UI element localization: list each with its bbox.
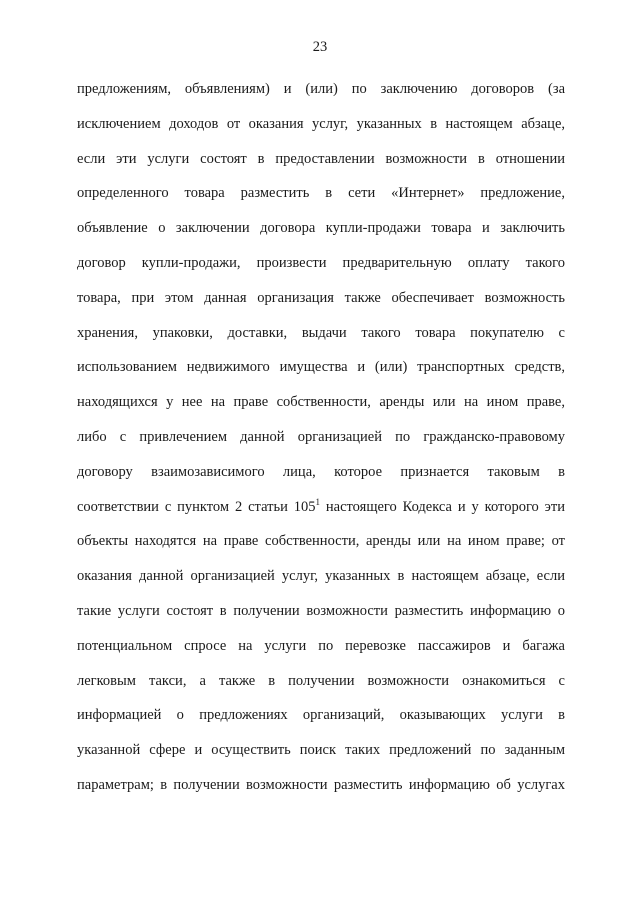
text-line: находящихся у нее на праве собственности, аренды или на ином праве, <box>77 394 565 411</box>
text-line: если эти услуги состоят в предоставлении возможности в отношении <box>77 150 565 167</box>
text-line: объекты находятся на праве собственности, аренды или на ином праве; от <box>77 533 565 550</box>
text-line: потенциальном спросе на услуги по перевозке пассажиров и багажа <box>77 637 565 654</box>
text-line: товара, при этом данная организация также обеспечивает возможность <box>77 289 565 306</box>
text-line: легковым такси, а также в получении возможности ознакомиться с <box>77 672 565 689</box>
text-line: договору взаимозависимого лица, которое признается таковым в <box>77 463 565 480</box>
text-line: оказания данной организацией услуг, указанных в настоящем абзаце, если <box>77 568 565 585</box>
body-text <box>77 72 565 803</box>
text-segment: настоящего Кодекса и у которого эти <box>320 498 565 515</box>
text-line: либо с привлечением данной организацией по гражданско-правовому <box>77 428 565 445</box>
text-segment: соответствии с пунктом 2 статьи 105 <box>77 498 316 515</box>
text-line: использованием недвижимого имущества и (или) транспортных средств, <box>77 359 565 376</box>
text-line: договор купли-продажи, произвести предварительную оплату такого <box>77 254 565 271</box>
text-line: информацией о предложениях организаций, оказывающих услуги в <box>77 707 565 724</box>
superscript-index: 1 <box>315 496 320 507</box>
text-line: хранения, упаковки, доставки, выдачи такого товара покупателю с <box>77 324 565 341</box>
text-line: определенного товара разместить в сети «Интернет» предложение, <box>77 185 565 202</box>
text-line: параметрам; в получении возможности разместить информацию об услугах <box>77 776 565 793</box>
page-number: 23 <box>312 39 328 55</box>
text-line: предложениям, объявлениям) и (или) по заключению договоров (за <box>77 81 565 97</box>
text-line: указанной сфере и осуществить поиск таких предложений по заданным <box>77 742 565 759</box>
text-line-with-superscript <box>77 490 565 525</box>
text-line: исключением доходов от оказания услуг, указанных в настоящем абзаце, <box>77 115 565 132</box>
text-line: объявление о заключении договора купли-продажи товара и заключить <box>77 220 565 237</box>
text-line: такие услуги состоят в получении возможности разместить информацию о <box>77 602 565 619</box>
